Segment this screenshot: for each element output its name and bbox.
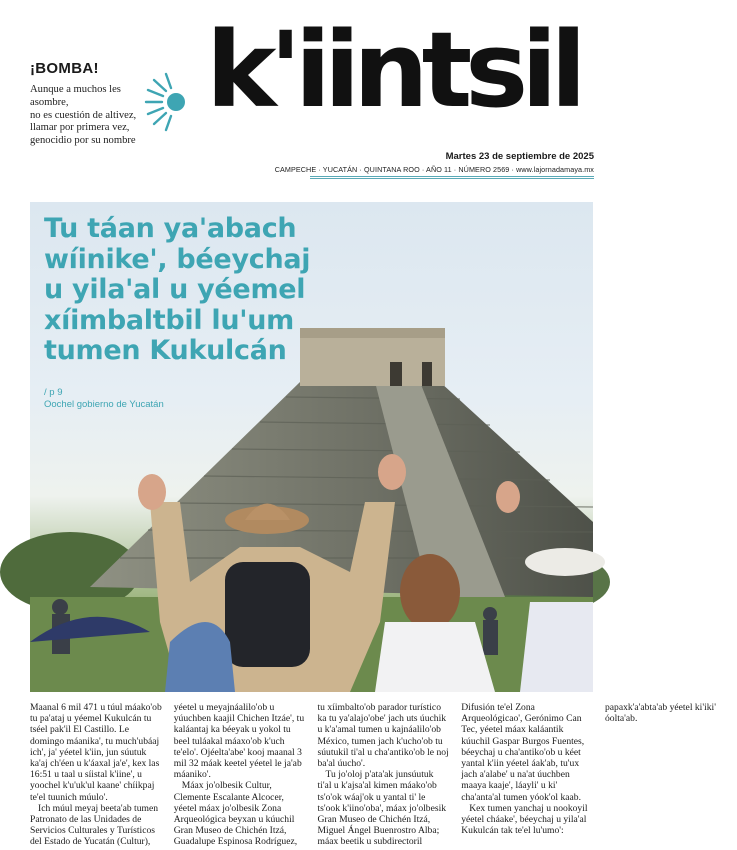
kicker-line: llamar por primera vez, xyxy=(30,122,130,134)
headline-line: wíinike', béeychaj xyxy=(44,243,311,275)
article-paragraph: Ich múul meyaj beeta'ab tumen Patronato de las Unidades de Servicios Culturales y Turísticos del Estado de Yucatán (Cultur), yéetel u meyajnáalilo'ob u yúuchben kaajil Chichen Itzáe', tu kaláantaj ka béeyak u yokol tu beel tuláakal máaxo'ob k'uch te'elo'. Ojéelta'abe' kooj maanal 3 mil 32 máak keetel yéetel le ja'ab máaniko'. xyxy=(30,702,305,848)
cover-photo xyxy=(30,202,593,692)
article-paragraph: Máax jo'olbesik Cultur, Clemente Escalante Alcocer, yéetel máax jo'olbesik Zona Arqueológica beyxan u kúuchil Gran Museo de Chichén Itzá, Guadalupe Espinosa Rodríguez, tu xíimbalto'ob parador turístico ka tu ya'alajo'obe' jach uts úuchik u k'a'amal tumen u kajnáalilo'ob México, tumen jach k'ucho'ob tu súutukil ti'al u cha'antiko'ob le noj ba'al úucho'. xyxy=(173,702,449,848)
page-ref-link[interactable]: / p 9 xyxy=(44,387,63,398)
masthead-divider xyxy=(310,176,594,179)
headline-line: xíimbaltbil lu'um xyxy=(44,304,295,336)
article-paragraph: Kex tumen yanchaj u nookoyil yéetel cháake', béeychaj u yila'al Kukulcán tak te'el lu'umo': papaxk'a'abta'ab yéetel ki'iki' óolta'ab. xyxy=(461,702,716,837)
article-paragraph: Tu jo'oloj p'ata'ak junsúutuk ti'al u k'ajsa'al kimen máako'ob ts'o'ok wáaj'ok u yantal ti' le ts'ook k'iino'oba', máax jo'olbesik Gran Museo de Chichén Itzá, Miguel Ángel Buenrostro Alba; máax beetik u subdirectoril Difusión te'el Zona Arqueológicao', Gerónimo Can Tec, yéetel máax kaláantik kúuchil Gaspar Burgos Fuentes, béeychaj u cha'antiko'ob u kéet yantal k'iin yéetel áak'ab, tu'ux jach a'alabe' u na'at úuchben maaya kaaje', láayli' u ki' cha'anta'al tumen yóok'ol kaab. xyxy=(317,702,585,848)
article-body xyxy=(30,702,716,848)
kicker-verse xyxy=(30,84,148,148)
cover-headline xyxy=(44,214,344,367)
edition-line: CAMPECHE · YUCATÁN · QUINTANA ROO · AÑO 11 · NÚMERO 2569 · www.lajornadamaya.mx xyxy=(274,165,594,174)
newspaper-logo[interactable]: k'iintsil xyxy=(206,9,580,131)
kicker-title: ¡BOMBA! xyxy=(30,60,99,77)
page-reference[interactable] xyxy=(44,387,164,411)
headline-line: u yila'al u yéemel xyxy=(44,274,306,305)
headline-line: Tu táan ya'abach xyxy=(44,213,297,244)
kicker-line: no es cuestión de altivez, xyxy=(30,109,137,121)
photo-credit: Oochel gobierno de Yucatán xyxy=(44,399,164,410)
article-paragraph: Maanal 6 mil 471 u túul máako'ob tu pa'ataj u yéemel Kukulcán tu tséel pak'il El Castillo. Le domingo máanika', tu much'ubáaj ich', ja' yéetel k'iin, jun súutuk ka'aj ch'éen u k'áaxal ja'e', kex las 16:51 u taal u síistal k'iine', u yoochel k'u'uk'ul kaane' chíikpaj te'el tuunich múulo'. xyxy=(30,702,162,803)
kicker-line: Aunque a muchos les asombre, xyxy=(30,84,121,108)
sun-logo-icon xyxy=(140,70,204,134)
headline-line: tumen Kukulcán xyxy=(44,335,287,366)
masthead xyxy=(0,0,622,200)
issue-date: Martes 23 de septiembre de 2025 xyxy=(445,151,594,162)
kicker-line: genocidio por su nombre xyxy=(30,135,136,147)
